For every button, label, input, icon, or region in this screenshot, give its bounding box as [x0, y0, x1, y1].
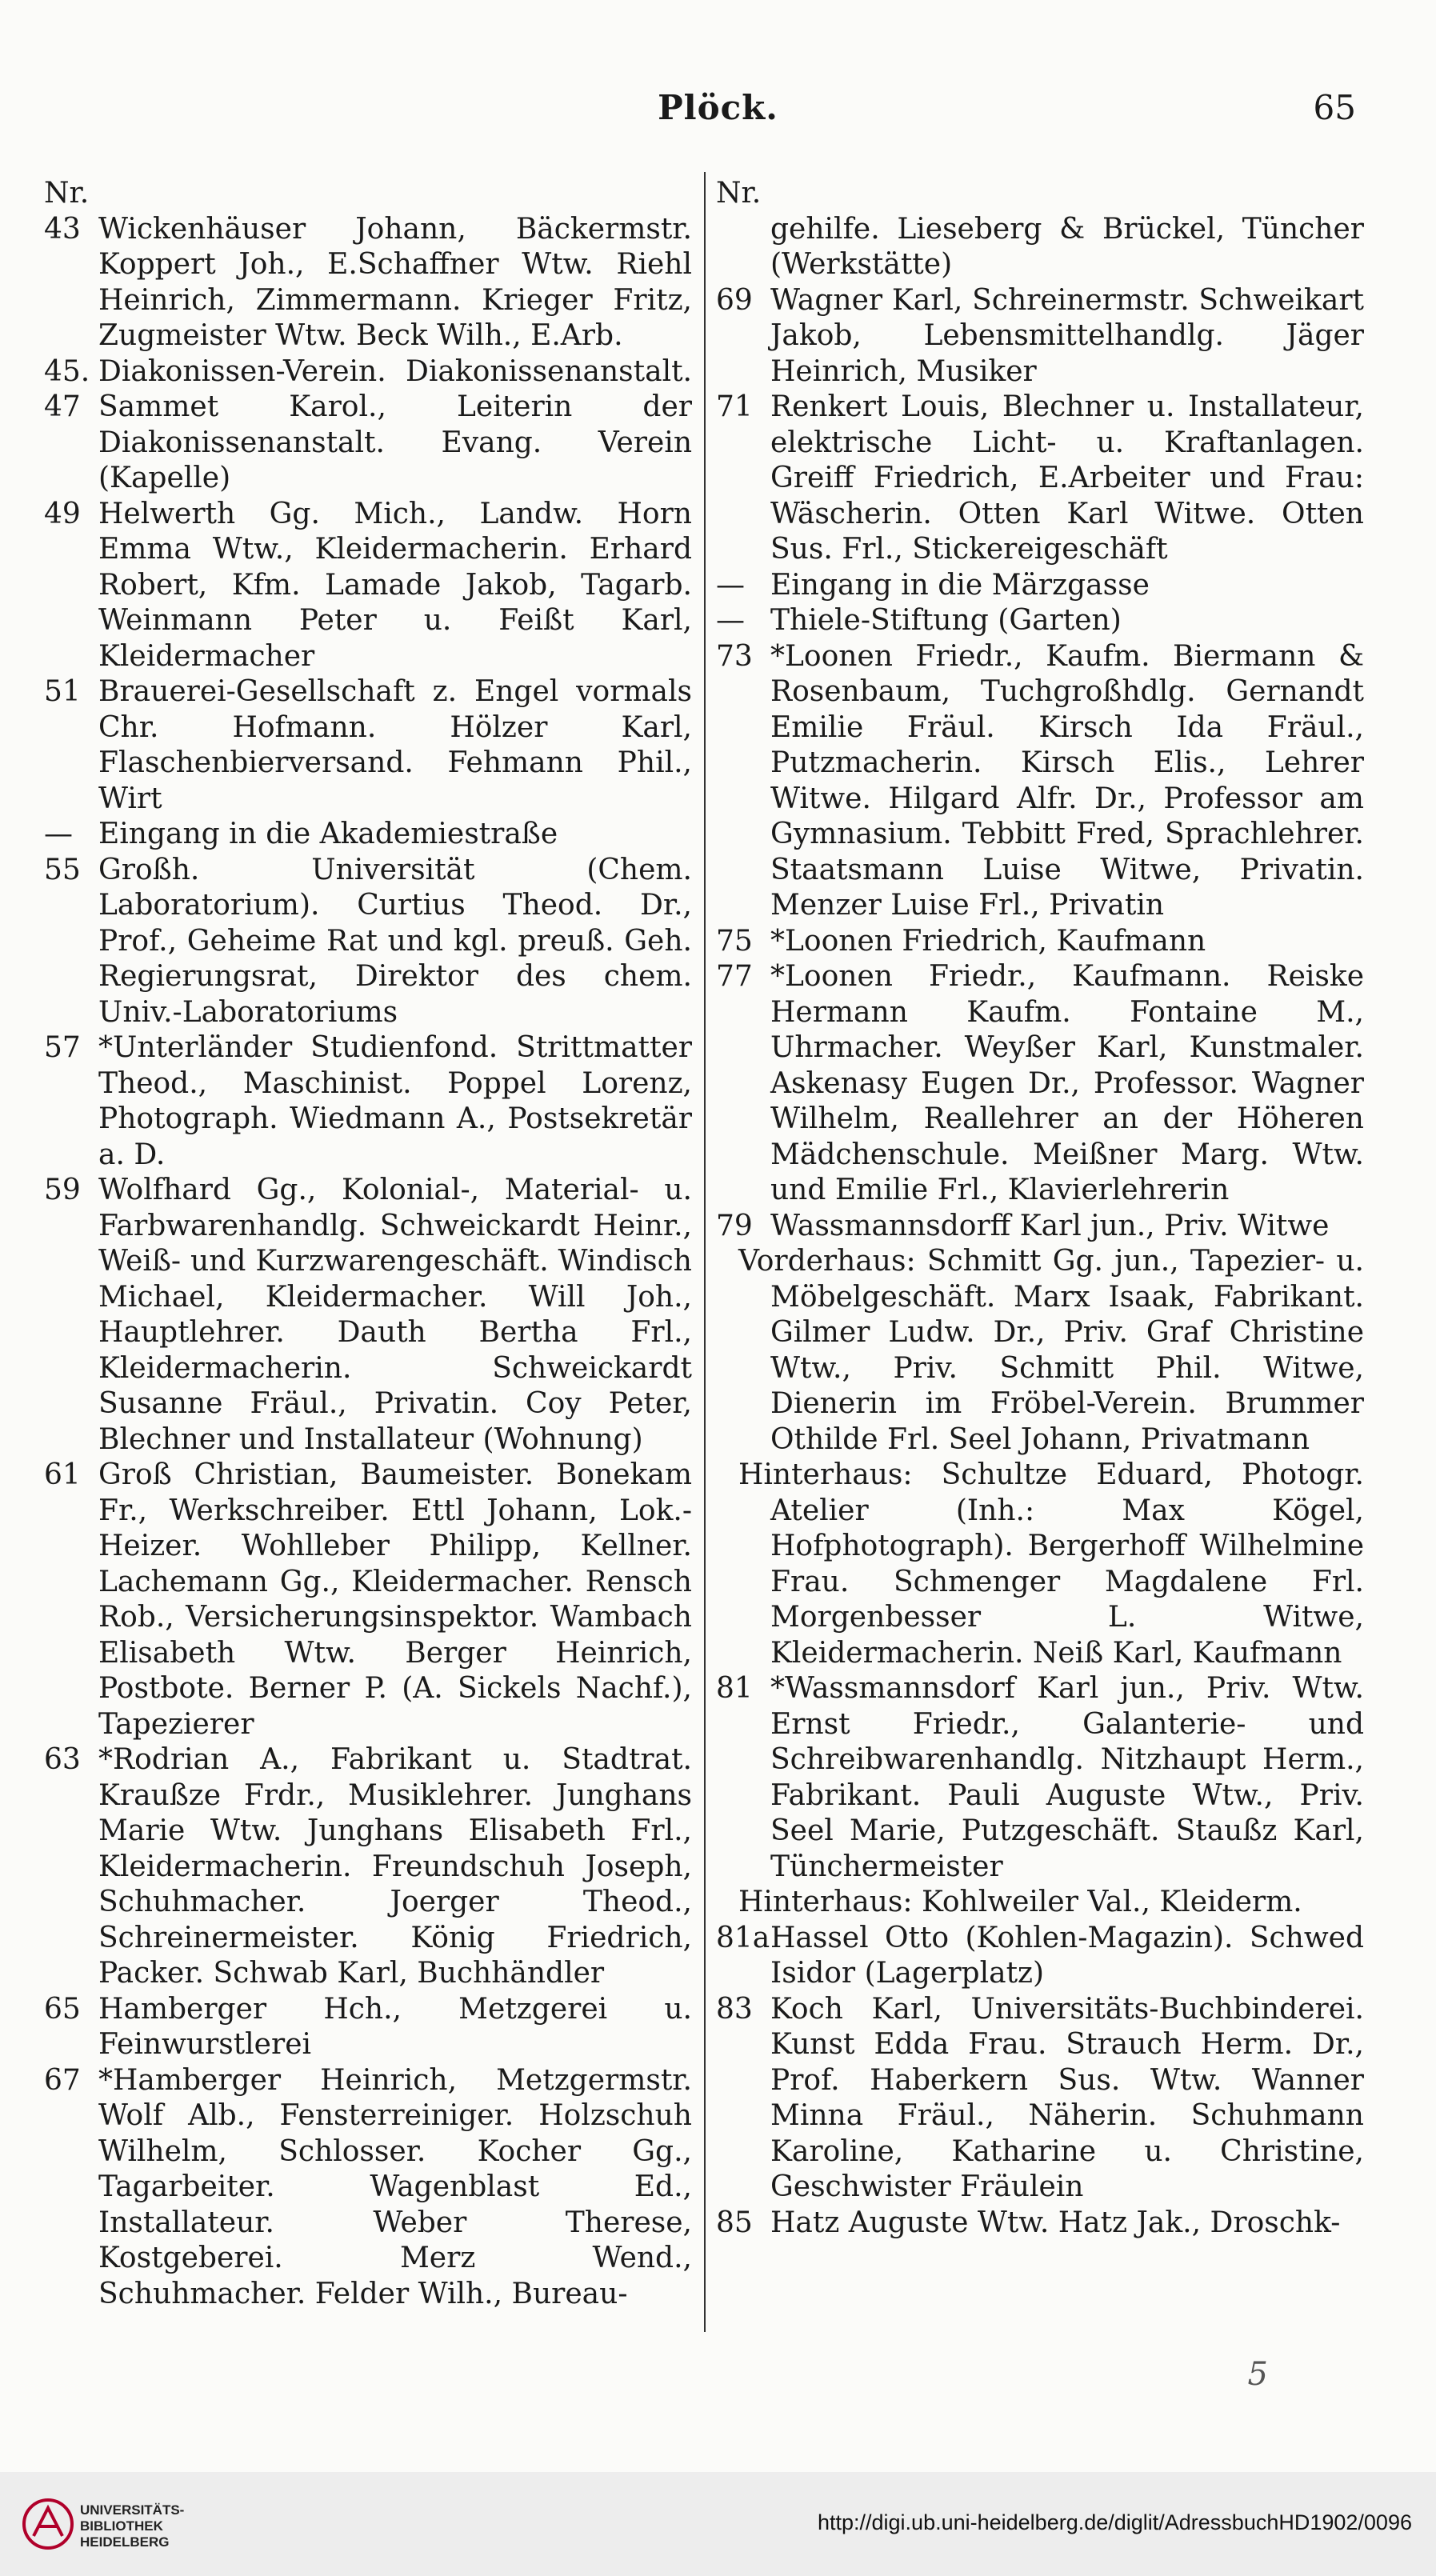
directory-entry [716, 283, 1364, 390]
entry-text: Eingang in die Märzgasse [770, 568, 1150, 602]
source-url-link[interactable]: http://digi.ub.uni-heidelberg.de/diglit/AdressbuchHD1902/0096 [817, 2510, 1412, 2534]
entry-text: Helwerth Gg. Mich., Landw. Horn Emma Wtw., Kleidermacherin. Erhard Robert, Kfm. Lamade Jakob, Tagarb. Weinmann Peter u. Feißt Karl, Kleidermacher [98, 497, 692, 673]
entry-text: Hassel Otto (Kohlen-Magazin). Schwed Isidor (Lagerplatz) [770, 1921, 1364, 1990]
entry-text: Wickenhäuser Johann, Bäckermstr. Koppert Joh., E.Schaffner Wtw. Riehl Heinrich, Zimmermann. Krieger Fritz, Zugmeister Wtw. Beck Wilh., E.Arb. [98, 212, 692, 352]
library-name-line2: BIBLIOTHEK [80, 2518, 163, 2534]
page-number: 65 [1313, 88, 1356, 127]
directory-entry [44, 1173, 692, 1458]
nr-label: Nr. [44, 177, 90, 210]
house-number: 43 [44, 212, 81, 246]
house-number: — [44, 818, 73, 850]
house-number: — [716, 568, 745, 602]
directory-entry [716, 639, 1364, 924]
entry-text: *Unterländer Studienfond. Strittmatter Theod., Maschinist. Poppel Lorenz, Photograph. Wiedmann A., Postsekretär a. D. [98, 1031, 692, 1171]
entry-text: *Wassmannsdorf Karl jun., Priv. Wtw. Ernst Friedr., Galanterie- und Schreibwarenhandlg. Nitzhaupt Herm., Fabrikant. Pauli Auguste Wtw., Priv. Seel Marie, Putzgeschäft. Staußz Karl, Tünchermeister [770, 1672, 1364, 1883]
directory-entry [44, 497, 692, 675]
entry-text: Wassmannsdorff Karl jun., Priv. Witwe [770, 1209, 1330, 1242]
entry-text: Hatz Auguste Wtw. Hatz Jak., Droschk- [770, 2206, 1341, 2239]
entry-text: Großh. Universität (Chem. Laboratorium). Curtius Theod. Dr., Prof., Geheime Rat und kgl. preuß. Geh. Regierungsrat, Direktor des chem. Univ.-Laboratoriums [98, 853, 692, 1029]
directory-entry [44, 2063, 692, 2313]
directory-entry [44, 1742, 692, 1992]
entry-text: *Loonen Friedrich, Kaufmann [770, 924, 1206, 958]
directory-entry [44, 354, 692, 497]
house-number: 81 [716, 1672, 753, 1705]
university-library-logo-icon [16, 2488, 88, 2560]
column-divider [704, 172, 706, 2332]
house-number: 61 [44, 1458, 81, 1491]
entry-text: Wagner Karl, Schreinermstr. Schweikart Jakob, Lebensmittelhandlg. Jäger Heinrich, Musiker [770, 283, 1364, 388]
directory-entry [44, 1030, 692, 1173]
entry-text: Wolfhard Gg., Kolonial-, Material- u. Farbwarenhandlg. Schweickardt Heinr., Weiß- und Kurzwarengeschäft. Windisch Michael, Kleidermacher. Will Joh., Hauptlehrer. Dauth Bertha Frl., Kleidermacherin. Schweickardt Susanne Fräul., Privatin. Coy Peter, Blechner und Installateur (Wohnung) [98, 1174, 692, 1456]
entry-text: Hinterhaus: Kohlweiler Val., Kleiderm. [738, 1886, 1302, 1918]
directory-entry [716, 1458, 1364, 1671]
entry-text: Vorderhaus: Schmitt Gg. jun., Tapezier- u. Möbelgeschäft. Marx Isaak, Fabrikant. Gilmer Ludw. Dr., Priv. Graf Christine Wtw., Priv. Schmitt Phil. Witwe, Dienerin im Fröbel-Verein. Brummer Othilde Frl. Seel Johann, Privatmann [738, 1245, 1364, 1456]
directory-entry [716, 1921, 1364, 1992]
house-number: 49 [44, 497, 81, 530]
entry-text: *Loonen Friedr., Kaufm. Biermann & Rosenbaum, Tuchgroßhdlg. Gernandt Emilie Fräul. Kirsch Ida Fräul., Putzmacherin. Kirsch Elis., Lehrer Witwe. Hilgard Alfr. Dr., Professor am Gymnasium. Tebbitt Fred, Sprachlehrer. Staatsmann Luise Witwe, Privatin. Menzer Luise Frl., Privatin [770, 639, 1364, 922]
library-name [80, 2502, 184, 2550]
directory-entry [716, 568, 1364, 604]
directory-entry [716, 603, 1364, 639]
directory-entry [716, 212, 1364, 283]
entry-text: *Hamberger Heinrich, Metzgermstr. Wolf Alb., Fensterreiniger. Holzschuh Wilhelm, Schlosser. Kocher Gg., Tagarbeiter. Wagenblast Ed., Installateur. Weber Therese, Kostgeberei. Merz Wend., Schuhmacher. Felder Wilh., Bureau- [98, 2063, 692, 2310]
house-number: 83 [716, 1992, 753, 2026]
directory-entry [44, 1458, 692, 1742]
directory-entry [716, 1885, 1364, 1921]
entry-text: Brauerei-Gesellschaft z. Engel vormals Chr. Hofmann. Hölzer Karl, Flaschenbierversand. Fehmann Phil., Wirt [98, 675, 692, 815]
pencil-mark: 5 [1247, 2356, 1268, 2393]
house-number: 77 [716, 960, 753, 993]
entry-text: Diakonissen-Verein. Diakonissenanstalt. Sammet Karol., Leiterin der Diakonissenanstalt. Evang. Verein (Kapelle) [98, 354, 692, 494]
directory-entry [716, 924, 1364, 960]
directory-entry [716, 390, 1364, 568]
directory-entry [44, 817, 692, 853]
footer-bar [0, 2472, 1436, 2576]
nr-label: Nr. [716, 177, 762, 210]
house-number: 71 [716, 390, 753, 423]
directory-entry [44, 1992, 692, 2063]
entry-text: gehilfe. Lieseberg & Brückel, Tüncher (Werkstätte) [770, 212, 1364, 281]
house-number: 57 [44, 1031, 81, 1064]
street-title: Plöck. [658, 88, 778, 127]
house-number: 51 [44, 675, 81, 708]
entry-text: *Loonen Friedr., Kaufmann. Reiske Hermann Kaufm. Fontaine M., Uhrmacher. Weyßer Karl, Kunstmaler. Askenasy Eugen Dr., Professor. Wagner Wilhelm, Reallehrer an der Höheren Mädchenschule. Meißner Marg. Wtw. und Emilie Frl., Klavierlehrerin [770, 960, 1364, 1206]
house-number: 73 [716, 639, 753, 673]
house-number: 59 [44, 1174, 81, 1206]
house-number: 45. 47 [44, 354, 90, 423]
directory-entry [44, 853, 692, 1031]
right-column [716, 176, 1364, 2241]
directory-entry [716, 1671, 1364, 1885]
entry-text: *Rodrian A., Fabrikant u. Stadtrat. Kraußze Frdr., Musiklehrer. Junghans Marie Wtw. Junghans Elisabeth Frl., Kleidermacherin. Freundschuh Joseph, Schuhmacher. Joerger Theod., Schreinermeister. König Friedrich, Packer. Schwab Karl, Buchhändler [98, 1743, 692, 1990]
directory-entry [716, 1244, 1364, 1458]
running-head [0, 88, 1436, 136]
house-number: 69 [716, 283, 753, 317]
house-number: 81a [716, 1921, 770, 1954]
house-number: 79 [716, 1209, 753, 1242]
right-entries [716, 212, 1364, 2242]
house-number: — [716, 604, 745, 637]
library-name-line3: HEIDELBERG [80, 2534, 170, 2550]
directory-entry [44, 674, 692, 817]
directory-entry [716, 2206, 1364, 2242]
entry-text: Hamberger Hch., Metzgerei u. Feinwurstlerei [98, 1992, 692, 2061]
house-number: 67 [44, 2063, 81, 2097]
entry-text: Thiele-Stiftung (Garten) [770, 604, 1122, 637]
house-number: 65 [44, 1992, 81, 2026]
house-number: 55 [44, 853, 81, 886]
entry-text: Renkert Louis, Blechner u. Installateur, elektrische Licht- u. Kraftanlagen. Greiff Friedrich, E.Arbeiter und Frau: Wäscherin. Otten Karl Witwe. Otten Sus. Frl., Stickereigeschäft [770, 390, 1364, 566]
directory-entry [716, 1209, 1364, 1245]
entry-text: Hinterhaus: Schultze Eduard, Photogr. Atelier (Inh.: Max Kögel, Hofphotograph). Bergerhoff Wilhelmine Frau. Schmenger Magdalene Frl. Morgenbesser L. Witwe, Kleidermacherin. Neiß Karl, Kaufmann [738, 1458, 1364, 1670]
entry-text: Groß Christian, Baumeister. Bonekam Fr., Werkschreiber. Ettl Johann, Lok.-Heizer. Wohlleber Philipp, Kellner. Lachemann Gg., Kleidermacher. Rensch Rob., Versicherungsinspektor. Wambach Elisabeth Wtw. Berger Heinrich, Postbote. Berner P. (A. Sickels Nachf.), Tapezierer [98, 1458, 692, 1741]
left-entries [44, 212, 692, 2313]
house-number: 63 [44, 1743, 81, 1776]
house-number: 75 [716, 924, 753, 958]
directory-entry [716, 959, 1364, 1209]
house-number: 85 [716, 2206, 753, 2239]
library-name-line1: UNIVERSITÄTS- [80, 2502, 185, 2518]
directory-entry [44, 212, 692, 354]
entry-text: Eingang in die Akademiestraße [98, 818, 558, 850]
directory-entry [716, 1992, 1364, 2206]
entry-text: Koch Karl, Universitäts-Buchbinderei. Kunst Edda Frau. Strauch Herm. Dr., Prof. Haberkern Sus. Wtw. Wanner Minna Fräul., Näherin. Schuhmann Karoline, Katharine u. Christine, Geschwister Fräulein [770, 1992, 1364, 2203]
left-column [44, 176, 692, 2312]
